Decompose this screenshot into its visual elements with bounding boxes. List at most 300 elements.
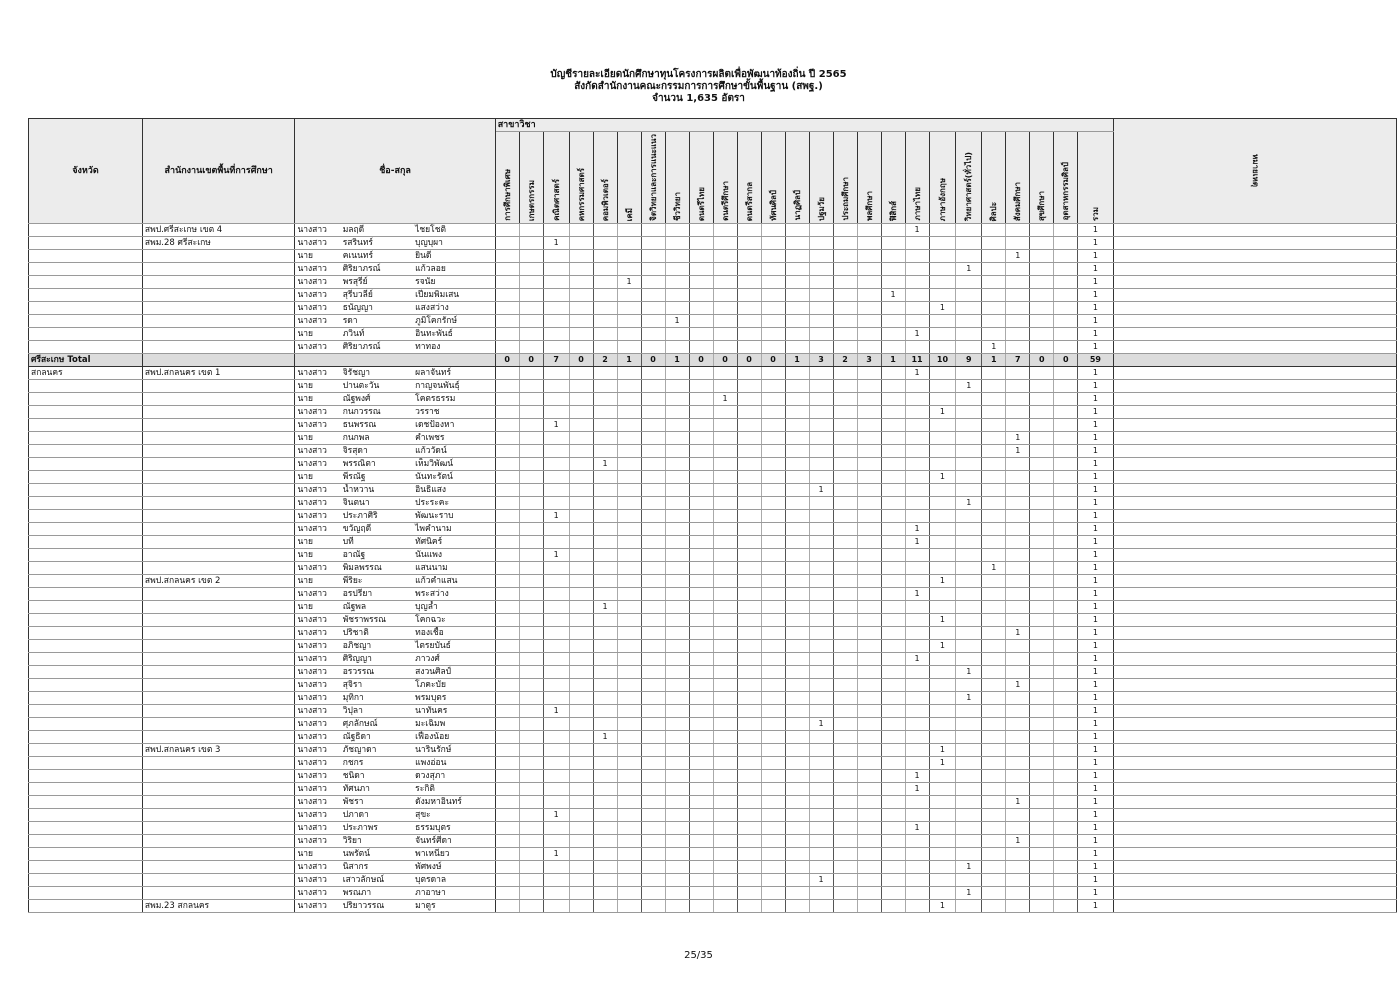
subject-cell xyxy=(617,730,641,743)
subject-cell xyxy=(929,392,956,405)
table-row xyxy=(29,236,1397,249)
subject-cell xyxy=(1054,678,1078,691)
first-name-cell: จินตนา xyxy=(341,496,413,509)
prefix-cell: นาย xyxy=(295,392,341,405)
row-total-cell: 1 xyxy=(1078,327,1113,340)
subject-cell xyxy=(689,834,713,847)
subject-cell xyxy=(833,249,857,262)
subject-cell xyxy=(1030,847,1054,860)
first-name-cell: รดา xyxy=(341,314,413,327)
subject-cell xyxy=(543,756,569,769)
subject-cell xyxy=(857,652,881,665)
header-subject-16 xyxy=(857,132,881,224)
subject-cell xyxy=(833,561,857,574)
remarks-cell xyxy=(1113,509,1396,522)
subject-cell xyxy=(761,899,785,912)
subject-cell xyxy=(761,535,785,548)
province-cell xyxy=(29,314,143,327)
first-name-cell: ปริยาวรรณ xyxy=(341,899,413,912)
subject-cell: 1 xyxy=(956,496,982,509)
subject-cell xyxy=(929,717,956,730)
subject-cell xyxy=(982,509,1006,522)
office-cell xyxy=(142,288,295,301)
subject-cell: 1 xyxy=(1006,795,1030,808)
header-office: สำนักงานเขตพื้นที่การศึกษา xyxy=(142,119,295,224)
subject-cell xyxy=(929,587,956,600)
subject-cell xyxy=(713,574,737,587)
row-total-cell: 1 xyxy=(1078,665,1113,678)
subject-cell xyxy=(833,483,857,496)
subject-cell xyxy=(761,470,785,483)
subject-cell xyxy=(956,600,982,613)
subject-cell xyxy=(543,899,569,912)
subject-cell xyxy=(569,236,593,249)
office-cell xyxy=(142,405,295,418)
subject-cell xyxy=(689,600,713,613)
subject-cell xyxy=(785,561,809,574)
first-name-cell: วิปุลา xyxy=(341,704,413,717)
subject-cell xyxy=(956,626,982,639)
subject-cell xyxy=(713,808,737,821)
subject-cell xyxy=(857,717,881,730)
subject-cell xyxy=(495,405,519,418)
subject-cell xyxy=(543,301,569,314)
subject-cell xyxy=(905,457,929,470)
province-cell xyxy=(29,873,143,886)
row-total-cell: 1 xyxy=(1078,613,1113,626)
table-row xyxy=(29,301,1397,314)
subject-cell xyxy=(761,626,785,639)
subject-cell: 1 xyxy=(809,717,833,730)
remarks-cell xyxy=(1113,808,1396,821)
subject-cell xyxy=(495,249,519,262)
subject-cell xyxy=(929,366,956,379)
subject-cell xyxy=(881,886,905,899)
subject-cell xyxy=(569,613,593,626)
subject-cell xyxy=(569,301,593,314)
subject-cell xyxy=(665,327,689,340)
office-cell xyxy=(142,587,295,600)
subject-cell xyxy=(785,444,809,457)
subject-cell xyxy=(641,847,665,860)
subject-cell xyxy=(1006,769,1030,782)
subject-cell xyxy=(809,548,833,561)
subject-cell xyxy=(761,743,785,756)
subject-cell xyxy=(641,314,665,327)
subject-cell xyxy=(833,717,857,730)
subject-cell xyxy=(569,639,593,652)
subject-cell xyxy=(519,600,543,613)
subject-cell xyxy=(761,639,785,652)
first-name-cell: พัชรา xyxy=(341,795,413,808)
subject-cell xyxy=(737,561,761,574)
remarks-cell xyxy=(1113,834,1396,847)
subject-cell: 1 xyxy=(905,652,929,665)
subject-cell xyxy=(857,340,881,353)
subject-cell xyxy=(519,548,543,561)
remarks-cell xyxy=(1113,587,1396,600)
subject-cell xyxy=(593,340,617,353)
province-cell xyxy=(29,782,143,795)
row-total-cell: 1 xyxy=(1078,366,1113,379)
first-name-cell: พรสุรีย์ xyxy=(341,275,413,288)
subject-cell: 1 xyxy=(809,873,833,886)
subject-cell xyxy=(713,639,737,652)
table-row xyxy=(29,366,1397,379)
subject-cell xyxy=(569,561,593,574)
subject-cell xyxy=(543,782,569,795)
subject-cell xyxy=(982,691,1006,704)
subject-cell xyxy=(982,327,1006,340)
subject-cell xyxy=(809,418,833,431)
subject-cell xyxy=(905,886,929,899)
subject-cell xyxy=(1030,444,1054,457)
province-cell xyxy=(29,327,143,340)
subject-cell xyxy=(785,522,809,535)
office-cell xyxy=(142,613,295,626)
header-subject-6 xyxy=(617,132,641,224)
subject-cell xyxy=(519,756,543,769)
subject-cell xyxy=(689,314,713,327)
subject-total-cell: 0 xyxy=(761,353,785,366)
last-name-cell: นาทันคร xyxy=(413,704,495,717)
office-cell xyxy=(142,418,295,431)
subject-cell xyxy=(833,223,857,236)
subject-cell xyxy=(495,275,519,288)
subject-cell xyxy=(809,756,833,769)
subject-cell xyxy=(982,301,1006,314)
subject-cell xyxy=(617,782,641,795)
subject-cell xyxy=(833,899,857,912)
first-name-cell: พรรณิตา xyxy=(341,457,413,470)
subject-cell xyxy=(1006,379,1030,392)
subject-cell xyxy=(713,431,737,444)
subject-cell xyxy=(641,743,665,756)
subject-cell xyxy=(1006,392,1030,405)
first-name-cell: อภิชญา xyxy=(341,639,413,652)
subject-cell xyxy=(641,613,665,626)
subject-cell xyxy=(956,249,982,262)
subject-cell xyxy=(689,288,713,301)
province-cell xyxy=(29,717,143,730)
subject-cell xyxy=(982,639,1006,652)
subject-cell xyxy=(982,405,1006,418)
subject-cell xyxy=(905,470,929,483)
subject-cell xyxy=(665,301,689,314)
subject-cell xyxy=(929,626,956,639)
subject-cell xyxy=(1054,548,1078,561)
subject-cell xyxy=(905,665,929,678)
subject-cell xyxy=(617,262,641,275)
subject-cell xyxy=(982,678,1006,691)
prefix-cell: นางสาว xyxy=(295,444,341,457)
row-total-cell: 1 xyxy=(1078,587,1113,600)
first-name-cell: อาณัฐ xyxy=(341,548,413,561)
subject-cell xyxy=(665,886,689,899)
subject-cell: 1 xyxy=(543,236,569,249)
subject-cell xyxy=(905,288,929,301)
last-name-cell: บุตรดาล xyxy=(413,873,495,886)
office-cell xyxy=(142,249,295,262)
last-name-cell: ทัศนิคร์ xyxy=(413,535,495,548)
subject-cell xyxy=(785,535,809,548)
office-cell xyxy=(142,392,295,405)
subject-cell: 1 xyxy=(956,860,982,873)
subject-cell xyxy=(519,873,543,886)
subject-cell xyxy=(737,418,761,431)
subject-cell xyxy=(569,600,593,613)
subject-cell xyxy=(495,704,519,717)
office-cell xyxy=(142,327,295,340)
subject-cell xyxy=(785,288,809,301)
subject-cell xyxy=(1054,509,1078,522)
remarks-cell xyxy=(1113,392,1396,405)
subject-cell xyxy=(785,340,809,353)
province-cell xyxy=(29,275,143,288)
subject-cell xyxy=(956,275,982,288)
last-name-cell: ไชยโชติ xyxy=(413,223,495,236)
subject-cell xyxy=(809,236,833,249)
province-cell xyxy=(29,340,143,353)
subject-cell xyxy=(1030,717,1054,730)
subject-cell xyxy=(495,366,519,379)
table-row xyxy=(29,808,1397,821)
subject-cell xyxy=(982,587,1006,600)
subject-cell xyxy=(956,340,982,353)
subject-cell xyxy=(737,587,761,600)
subject-cell xyxy=(519,730,543,743)
table-row xyxy=(29,249,1397,262)
prefix-cell: นาย xyxy=(295,431,341,444)
table-row xyxy=(29,561,1397,574)
last-name-cell: ทองเชื้อ xyxy=(413,626,495,639)
subject-cell xyxy=(809,847,833,860)
subject-cell xyxy=(737,340,761,353)
subject-cell xyxy=(905,834,929,847)
subject-cell xyxy=(1006,600,1030,613)
first-name-cell: ธนัญญา xyxy=(341,301,413,314)
subject-cell xyxy=(519,483,543,496)
subject-cell xyxy=(785,483,809,496)
subject-cell: 1 xyxy=(905,535,929,548)
subject-cell xyxy=(1054,730,1078,743)
last-name-cell: พาเหนียว xyxy=(413,847,495,860)
office-cell xyxy=(142,275,295,288)
subject-cell xyxy=(809,496,833,509)
subject-cell xyxy=(737,613,761,626)
subject-cell xyxy=(543,483,569,496)
subject-cell xyxy=(519,574,543,587)
subject-cell xyxy=(1006,522,1030,535)
subject-cell xyxy=(1030,535,1054,548)
subject-cell xyxy=(833,418,857,431)
subject-cell xyxy=(929,730,956,743)
subject-cell xyxy=(713,613,737,626)
subject-cell xyxy=(761,522,785,535)
subject-cell xyxy=(641,730,665,743)
subject-cell xyxy=(737,301,761,314)
subject-cell xyxy=(809,444,833,457)
subject-cell xyxy=(833,808,857,821)
subject-cell xyxy=(785,756,809,769)
subject-cell xyxy=(857,860,881,873)
subject-cell xyxy=(809,249,833,262)
subject-cell xyxy=(881,626,905,639)
subject-cell xyxy=(982,418,1006,431)
subject-cell xyxy=(785,873,809,886)
document-title: บัญชีรายละเอียดนักศึกษาทุนโครงการผลิตเพื่อพัฒนาท้องถิ่น ปี 2565 xyxy=(550,69,847,80)
subject-cell xyxy=(1054,639,1078,652)
subject-cell xyxy=(905,379,929,392)
first-name-cell: คเนนทร์ xyxy=(341,249,413,262)
subject-cell xyxy=(665,366,689,379)
subject-cell xyxy=(761,717,785,730)
subject-cell xyxy=(785,405,809,418)
subject-cell xyxy=(881,678,905,691)
subject-cell xyxy=(737,795,761,808)
last-name-cell: สงวนศิลป์ xyxy=(413,665,495,678)
subject-cell xyxy=(982,782,1006,795)
row-total-cell: 1 xyxy=(1078,431,1113,444)
subject-cell xyxy=(519,899,543,912)
subject-cell xyxy=(833,756,857,769)
subject-cell xyxy=(761,795,785,808)
subject-cell xyxy=(569,899,593,912)
subject-cell xyxy=(689,379,713,392)
subject-cell xyxy=(833,574,857,587)
province-cell xyxy=(29,405,143,418)
header-subject-label: อุตสาหกรรมศิลป์ xyxy=(1061,162,1071,221)
subject-cell xyxy=(569,470,593,483)
subject-cell xyxy=(543,769,569,782)
header-subject-4 xyxy=(569,132,593,224)
header-subject-24 xyxy=(1054,132,1078,224)
subject-cell xyxy=(543,587,569,600)
subject-cell xyxy=(641,548,665,561)
subject-cell xyxy=(905,431,929,444)
subject-cell xyxy=(519,704,543,717)
prefix-cell: นางสาว xyxy=(295,743,341,756)
subject-cell xyxy=(737,535,761,548)
subject-cell xyxy=(713,457,737,470)
subject-cell xyxy=(785,639,809,652)
row-total-cell: 1 xyxy=(1078,704,1113,717)
subject-cell xyxy=(857,496,881,509)
subject-cell xyxy=(641,782,665,795)
subject-cell xyxy=(881,535,905,548)
subject-cell xyxy=(689,613,713,626)
subject-cell xyxy=(761,457,785,470)
subject-cell xyxy=(737,704,761,717)
prefix-cell: นางสาว xyxy=(295,223,341,236)
subject-cell xyxy=(881,717,905,730)
prefix-cell: นางสาว xyxy=(295,405,341,418)
table-row xyxy=(29,886,1397,899)
subject-cell xyxy=(495,418,519,431)
header-subject-label: คณิตศาสตร์ xyxy=(551,178,561,221)
subject-cell xyxy=(761,678,785,691)
last-name-cell: มาตูร xyxy=(413,899,495,912)
subject-cell xyxy=(665,418,689,431)
subject-cell xyxy=(689,535,713,548)
subject-cell xyxy=(495,340,519,353)
subject-cell xyxy=(785,704,809,717)
subject-cell xyxy=(495,691,519,704)
subject-cell xyxy=(833,587,857,600)
subject-cell xyxy=(785,509,809,522)
remarks-cell xyxy=(1113,873,1396,886)
subject-cell xyxy=(617,301,641,314)
subject-cell xyxy=(857,275,881,288)
subject-cell xyxy=(905,275,929,288)
subject-cell xyxy=(641,223,665,236)
subject-cell xyxy=(1030,327,1054,340)
subject-cell xyxy=(857,730,881,743)
subject-cell xyxy=(519,860,543,873)
office-cell xyxy=(142,535,295,548)
subject-cell xyxy=(881,457,905,470)
subject-cell xyxy=(881,483,905,496)
office-cell xyxy=(142,639,295,652)
subject-total-cell: 0 xyxy=(495,353,519,366)
subject-cell xyxy=(881,665,905,678)
table-row xyxy=(29,587,1397,600)
subject-cell xyxy=(761,821,785,834)
subject-cell xyxy=(881,262,905,275)
subject-cell xyxy=(809,223,833,236)
subject-cell xyxy=(519,314,543,327)
subject-cell: 1 xyxy=(905,327,929,340)
subject-cell xyxy=(881,769,905,782)
subject-cell xyxy=(495,470,519,483)
subject-cell: 1 xyxy=(982,561,1006,574)
subject-cell xyxy=(1030,392,1054,405)
subject-cell xyxy=(543,717,569,730)
header-subject-12 xyxy=(761,132,785,224)
subject-cell xyxy=(1006,483,1030,496)
remarks-cell xyxy=(1113,522,1396,535)
subject-cell xyxy=(833,626,857,639)
row-total-cell: 1 xyxy=(1078,509,1113,522)
subject-cell xyxy=(833,847,857,860)
subject-cell xyxy=(641,522,665,535)
subject-cell xyxy=(665,899,689,912)
remarks-cell xyxy=(1113,431,1396,444)
subject-cell xyxy=(761,886,785,899)
subject-cell xyxy=(833,834,857,847)
last-name-cell: ดังมหาอินทร์ xyxy=(413,795,495,808)
subject-cell xyxy=(519,795,543,808)
subject-cell xyxy=(689,769,713,782)
subject-cell xyxy=(929,483,956,496)
last-name-cell: สุขะ xyxy=(413,808,495,821)
subject-cell xyxy=(881,821,905,834)
subject-cell xyxy=(1054,626,1078,639)
subject-cell xyxy=(569,665,593,678)
subject-cell xyxy=(905,574,929,587)
prefix-cell: นางสาว xyxy=(295,769,341,782)
subject-cell xyxy=(665,496,689,509)
subject-cell xyxy=(982,730,1006,743)
office-cell: สพป.สกลนคร เขต 3 xyxy=(142,743,295,756)
subject-cell xyxy=(641,431,665,444)
last-name-cell: บุญบุผา xyxy=(413,236,495,249)
subject-cell xyxy=(665,665,689,678)
office-cell xyxy=(142,457,295,470)
subject-cell xyxy=(569,314,593,327)
prefix-cell: นางสาว xyxy=(295,834,341,847)
province-cell xyxy=(29,522,143,535)
